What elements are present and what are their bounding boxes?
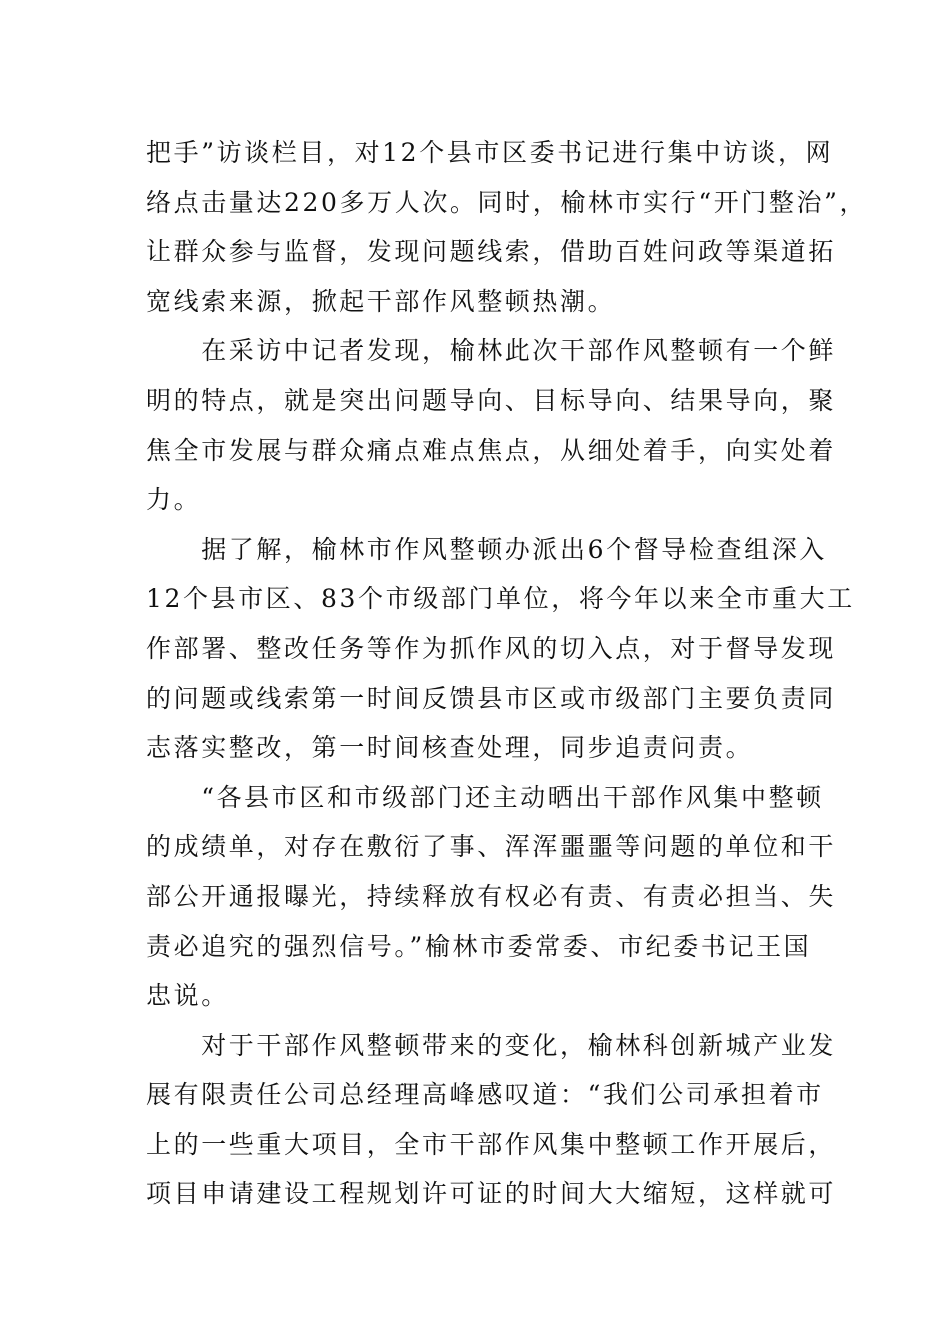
text-line: 络点击量达220多万人次。同时，榆林市实行“开门整治”， [146,187,868,217]
text-line: 12个县市区、83个市级部门单位，将今年以来全市重大工 [146,584,855,614]
text-line: 力。 [146,485,202,515]
text-line: 忠说。 [146,981,229,1011]
text-line: 责必追究的强烈信号。”榆林市委常委、市纪委书记王国 [146,931,812,961]
text-line: 焦全市发展与群众痛点难点焦点，从细处着手，向实处着 [146,435,837,465]
paragraph-5 [146,1021,837,1219]
text-line: 的成绩单，对存在敷衍了事、浑浑噩噩等问题的单位和干 [146,832,837,862]
text-line: 上的一些重大项目，全市干部作风集中整顿工作开展后， [146,1129,837,1159]
article-body [146,128,868,1219]
text-line: 部公开通报曝光，持续释放有权必有责、有责必担当、失 [146,881,837,911]
paragraph-2 [146,326,837,524]
text-line: 在采访中记者发现，榆林此次干部作风整顿有一个鲜 [146,336,837,366]
text-line: 对于干部作风整顿带来的变化，榆林科创新城产业发 [146,1030,837,1060]
text-line: 项目申请建设工程规划许可证的时间大大缩短，这样就可 [146,1179,837,1209]
text-line: 宽线索来源，掀起干部作风整顿热潮。 [146,286,616,316]
text-line: 志落实整改，第一时间核查处理，同步追责问责。 [146,733,754,763]
text-line: 据了解，榆林市作风整顿办派出6个督导检查组深入 [146,534,827,564]
text-line: 明的特点，就是突出问题导向、目标导向、结果导向，聚 [146,385,837,415]
text-line: 的问题或线索第一时间反馈县市区或市级部门主要负责同 [146,683,837,713]
paragraph-4 [146,773,837,1021]
text-line: 作部署、整改任务等作为抓作风的切入点，对于督导发现 [146,633,837,663]
paragraph-1 [146,128,868,326]
text-line: 把手”访谈栏目，对12个县市区委书记进行集中访谈，网 [146,138,834,167]
text-line: 展有限责任公司总经理高峰感叹道：“我们公司承担着市 [146,1080,824,1110]
text-line: “各县市区和市级部门还主动晒出干部作风集中整顿 [146,782,824,812]
text-line: 让群众参与监督，发现问题线索，借助百姓问政等渠道拓 [146,237,837,267]
paragraph-3 [146,525,855,773]
